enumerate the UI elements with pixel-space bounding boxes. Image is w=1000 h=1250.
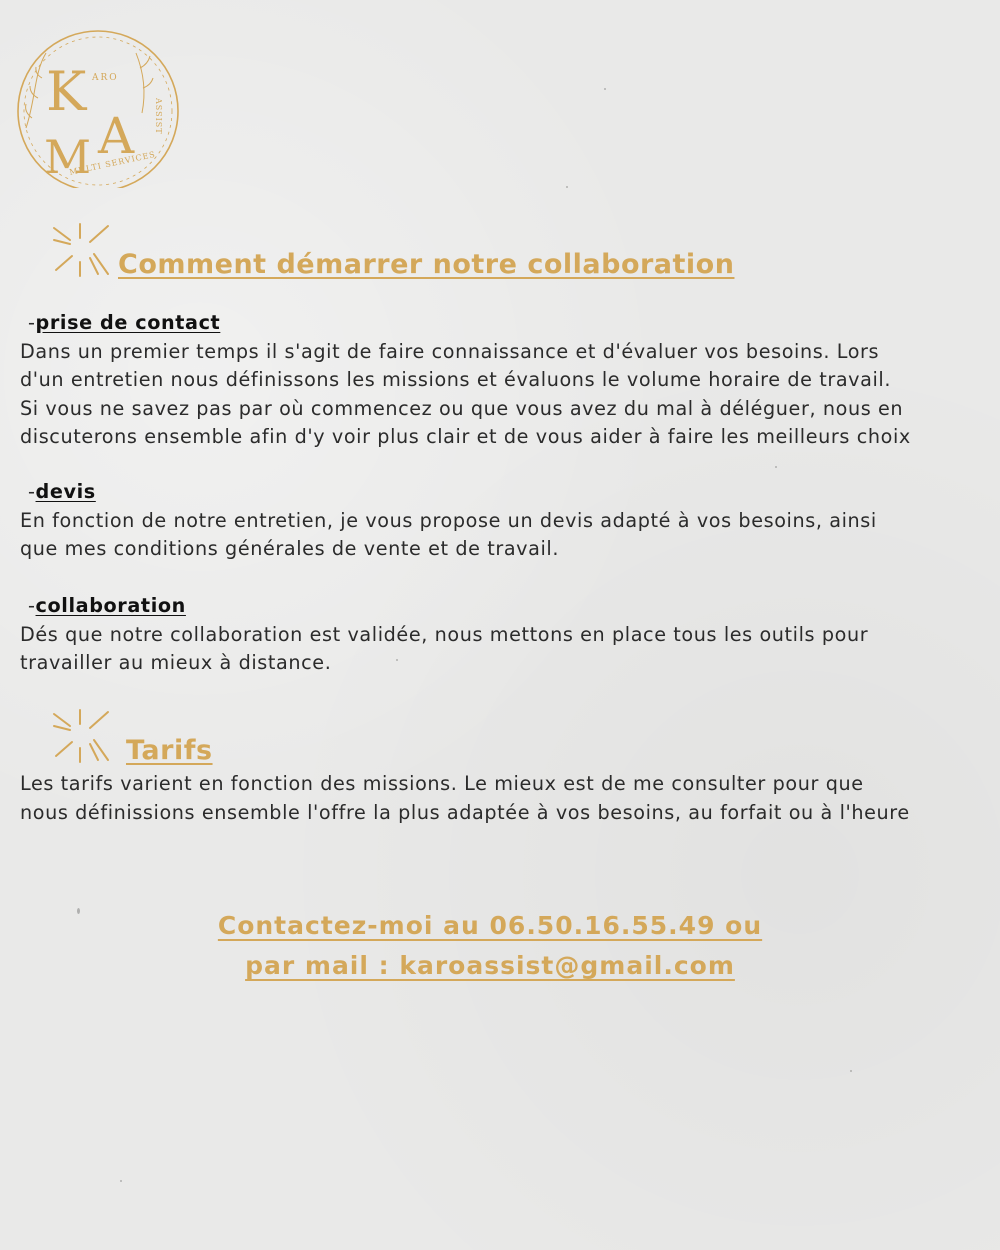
section-heading-tarifs (50, 708, 213, 764)
paper-speck (120, 1180, 122, 1182)
paragraph-line: discuterons ensemble afin d'y voir plus clair et de vous aider à faire les meilleurs choix (20, 425, 911, 448)
paragraph-line: nous définissions ensemble l'offre la plus adaptée à vos besoins, au forfait ou à l'heure (20, 800, 910, 824)
logo-letter-m: M (44, 130, 92, 184)
paragraph-line: d'un entretien nous définissons les missions et évaluons le volume horaire de travail. (20, 368, 892, 391)
sparkle-burst-icon (50, 708, 112, 764)
step-title (28, 478, 990, 507)
step-title-text: collaboration (35, 594, 186, 617)
contact-email-line[interactable]: par mail : karoassist@gmail.com (245, 951, 735, 980)
paper-speck (775, 466, 777, 468)
section-title: Comment démarrer notre collaboration (118, 249, 735, 280)
paragraph-line: Dans un premier temps il s'agit de faire connaissance et d'évaluer vos besoins. Lors (20, 339, 880, 363)
paragraph-line: Dés que notre collaboration est validée, nous mettons en place tous les outils pour (20, 622, 869, 646)
step-prefix: - (28, 594, 36, 617)
logo-letter-a: A (98, 107, 135, 165)
paper-speck (850, 1070, 852, 1072)
step-collaboration (20, 592, 990, 678)
paragraph-line: Si vous ne savez pas par où commencez ou que vous avez du mal à déléguer, nous en (20, 396, 904, 420)
logo (6, 18, 186, 188)
step-title-text: prise de contact (35, 311, 221, 334)
logo-letter-k: K (46, 60, 87, 123)
step-prefix: - (28, 311, 36, 334)
paragraph-line: Les tarifs varient en fonction des missions. Le mieux est de me consulter pour que (20, 772, 864, 795)
tarifs-paragraph (20, 770, 990, 827)
section-title: Tarifs (126, 735, 213, 766)
logo-arc-bottom: MULTI SERVICES (68, 149, 157, 177)
logo-arc-right: ASSIST (154, 98, 163, 135)
paragraph-line: travailler au mieux à distance. (20, 651, 332, 674)
sparkle-burst-icon (50, 222, 112, 278)
step-devis (20, 478, 990, 564)
contact-phone-line[interactable]: Contactez-moi au 06.50.16.55.49 ou (217, 911, 763, 940)
section-heading-collaboration (50, 222, 734, 278)
paper-speck (566, 186, 568, 188)
paper-speck (604, 88, 606, 90)
step-title (28, 309, 990, 338)
step-title (28, 592, 990, 621)
step-prefix: - (28, 480, 36, 503)
paragraph-line: En fonction de notre entretien, je vous propose un devis adapté à vos besoins, ainsi (20, 508, 877, 532)
logo-emblem (6, 18, 186, 188)
step-title-text: devis (35, 480, 96, 503)
step-prise-de-contact (20, 309, 990, 452)
paragraph-line: que mes conditions générales de vente et de travail. (20, 537, 560, 560)
logo-arc-top: ARO (92, 73, 119, 83)
